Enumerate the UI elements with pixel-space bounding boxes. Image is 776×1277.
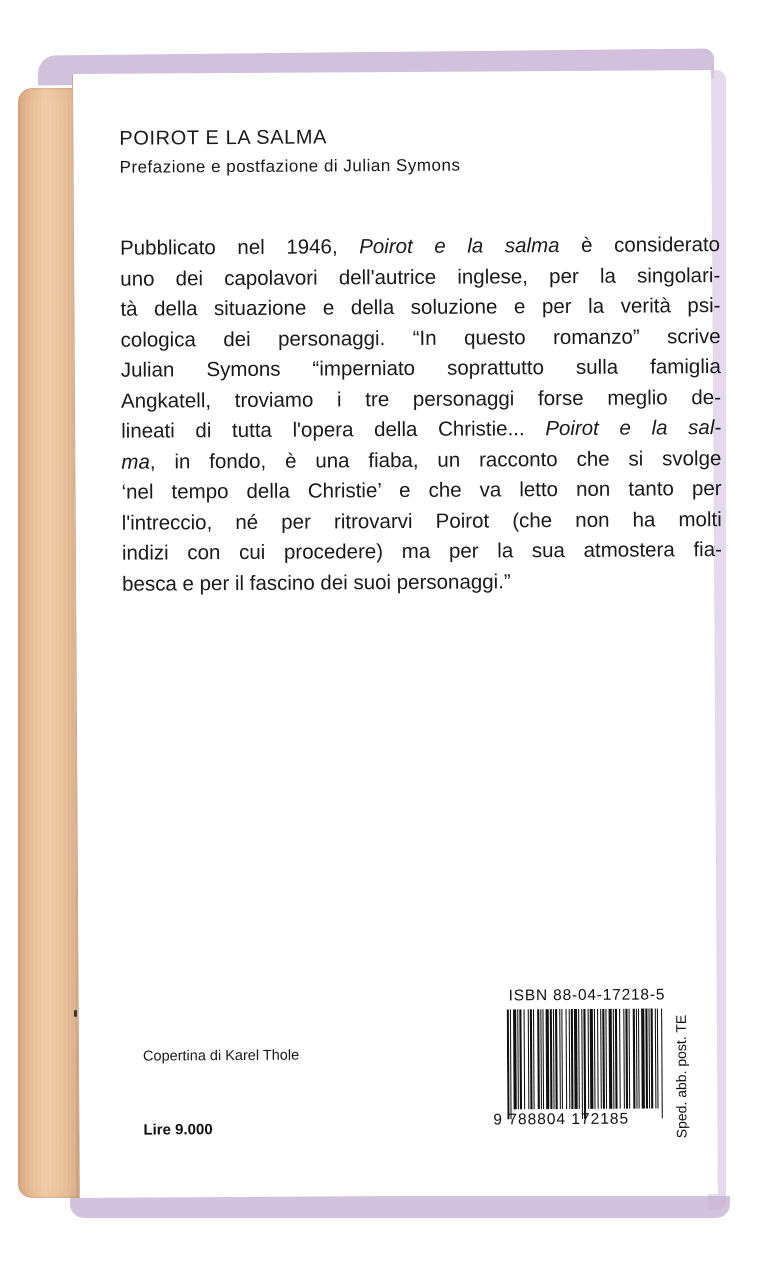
blurb-segment: cologica dei personaggi. “In questo romanzo” scrive [120, 324, 721, 352]
blurb-line [122, 566, 722, 600]
barcode-bar [569, 1009, 571, 1109]
ean-digits: 9 788804 172185 [493, 1110, 630, 1129]
blurb-segment: lineati di tutta l'opera della Christie... [121, 417, 546, 443]
barcode-bar [633, 1009, 636, 1109]
blurb-line [120, 261, 720, 295]
barcode-bar [513, 1009, 517, 1109]
blurb-segment: indizi con cui procedere) ma per la sua atmostera fia- [121, 538, 722, 565]
barcode-bar [530, 1009, 533, 1109]
barcode-bar [542, 1009, 544, 1109]
blurb-line [122, 535, 722, 569]
blurb-line [121, 413, 721, 447]
barcode-bar [546, 1009, 550, 1109]
barcode-bar [581, 1009, 583, 1119]
barcode-bar [561, 1009, 563, 1109]
blurb-italic-title: Poirot e la sal- [545, 416, 722, 441]
barcode-bar [574, 1009, 578, 1109]
barcode-bar [609, 1009, 613, 1109]
barcode-bar [629, 1009, 631, 1109]
blurb-line [121, 383, 721, 417]
blurb-line [121, 322, 721, 356]
barcode [507, 1008, 664, 1119]
blurb-segment: , in fondo, è una fiaba, un racconto che si svolge [149, 446, 722, 474]
isbn-number: ISBN 88-04-17218-5 [508, 986, 666, 1005]
blurb-line [122, 505, 722, 539]
blurb-italic-title: Poirot e la salma [359, 234, 560, 259]
barcode-bar [657, 1008, 659, 1108]
blurb-segment: Pubblicato nel 1946, [119, 235, 360, 260]
barcode-bar [519, 1009, 522, 1109]
cover-credit: Copertina di Karel Thole [142, 1047, 300, 1065]
blurb-line [120, 291, 720, 325]
barcode-bar [578, 1009, 580, 1109]
barcode-bar [619, 1009, 621, 1109]
barcode-bar [590, 1009, 594, 1109]
barcode-bar [566, 1009, 568, 1109]
barcode-bar [613, 1009, 615, 1109]
barcode-bar [638, 1009, 640, 1109]
back-cover [72, 70, 722, 1198]
barcode-bar [555, 1009, 558, 1109]
barcode-bar [641, 1009, 645, 1109]
barcode-bar [636, 1009, 638, 1109]
barcode-bar [528, 1009, 530, 1109]
barcode-bar [594, 1009, 596, 1109]
barcode-bar [537, 1009, 540, 1109]
postal-note: Sped. abb. post. TE [672, 1014, 690, 1139]
barcode-bar [559, 1009, 561, 1109]
barcode-bar [605, 1009, 607, 1109]
blurb-line [121, 444, 721, 478]
book-title: POIROT E LA SALMA [119, 126, 328, 150]
barcode-bar [661, 1008, 663, 1118]
blurb-line [120, 230, 720, 264]
barcode-bar [588, 1009, 590, 1109]
barcode-bar [600, 1009, 602, 1109]
blurb-text [120, 230, 722, 600]
shadow-edge-bottom [70, 1196, 730, 1218]
barcode-bar [571, 1009, 574, 1109]
barcode-bar [553, 1009, 555, 1109]
blurb-segment: Angkatell, troviamo i tre personaggi forse meglio de- [120, 385, 722, 413]
barcode-bar [517, 1009, 519, 1109]
barcode-bar [533, 1009, 535, 1109]
blurb-segment: tà della situazione e della soluzione e per la verità psi- [120, 294, 721, 321]
barcode-bar [625, 1009, 628, 1109]
blurb-line [121, 474, 721, 508]
barcode-bar [583, 1009, 586, 1119]
barcode-bar [602, 1009, 605, 1109]
blurb-segment: besca e per il fascino dei suoi personaggi.” [122, 569, 511, 596]
barcode-bar [648, 1008, 650, 1108]
barcode-bar [645, 1009, 648, 1109]
barcode-bar [550, 1009, 553, 1109]
blurb-line [121, 352, 721, 386]
blurb-italic-title: ma [121, 450, 150, 474]
blurb-segment: l'intreccio, né per ritrovarvi Poirot (che non ha molti [121, 507, 722, 535]
barcode-bar [651, 1008, 654, 1108]
barcode-bar [540, 1009, 542, 1109]
barcode-bar [655, 1008, 657, 1108]
barcode-bar [597, 1009, 599, 1109]
blurb-segment: Julian Symons “imperniato soprattutto sulla famiglia [120, 355, 721, 382]
blurb-segment: ‘nel tempo della Christie’ e che va letto non tanto per [121, 477, 722, 504]
book-subtitle: Prefazione e postfazione di Julian Symons [119, 155, 461, 177]
barcode-bar [507, 1009, 510, 1119]
blurb-segment: è considerato [559, 233, 721, 258]
barcode-bar [524, 1009, 526, 1109]
blurb-segment: uno dei capolavori dell'autrice inglese, per la singolari- [120, 263, 721, 291]
barcode-bar [623, 1009, 625, 1109]
price-label: Lire 9.000 [143, 1121, 213, 1139]
page-edge-lines [22, 100, 76, 1190]
barcode-bar [510, 1009, 512, 1119]
barcode-bar [615, 1009, 618, 1109]
spine-mark [74, 1010, 77, 1017]
